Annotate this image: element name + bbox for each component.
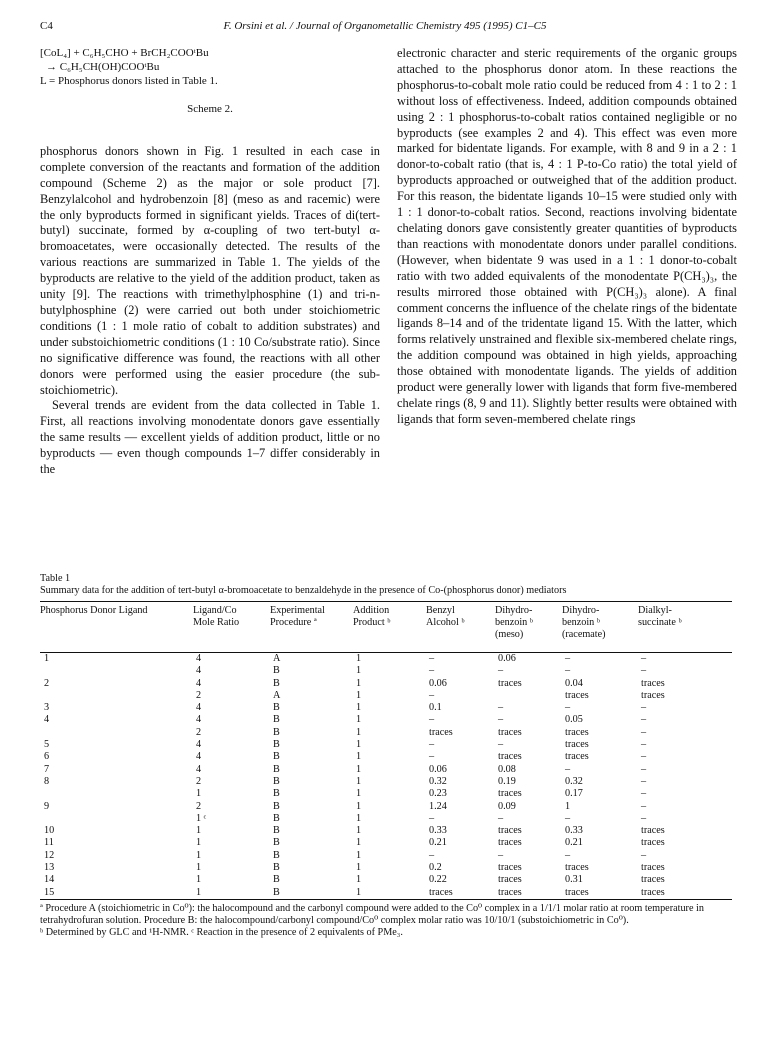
cell-addition-product: 1 (356, 677, 362, 689)
header-line: (meso) (495, 629, 524, 640)
cell-dihydrobenzoin-meso: – (498, 665, 504, 677)
cell-dihydrobenzoin-meso: traces (498, 837, 522, 849)
table-row (40, 764, 732, 776)
cell-dihydrobenzoin-meso: traces (498, 677, 522, 689)
cell-dihydrobenzoin-meso: traces (498, 825, 522, 837)
cell-dihydrobenzoin-racemate: traces (565, 751, 589, 763)
cell-addition-product: 1 (356, 812, 362, 824)
header-line: (racemate) (562, 629, 606, 640)
cell-dihydrobenzoin-racemate: 0.31 (565, 874, 583, 886)
cell-benzyl-alcohol: 0.21 (429, 837, 447, 849)
table-row (40, 887, 732, 899)
cell-dihydrobenzoin-racemate: 0.05 (565, 714, 583, 726)
cell-dihydrobenzoin-meso: 0.19 (498, 775, 516, 787)
table-row (40, 690, 732, 702)
cell-ligand: 5 (44, 739, 50, 751)
cell-dihydrobenzoin-racemate: – (565, 665, 571, 677)
cell-benzyl-alcohol: – (429, 812, 435, 824)
table-row (40, 813, 732, 825)
header-addition-product (353, 605, 390, 629)
cell-addition-product: 1 (356, 886, 362, 898)
cell-dihydrobenzoin-racemate: 0.17 (565, 788, 583, 800)
cell-mole-ratio: 4 (196, 665, 202, 677)
cell-dihydrobenzoin-meso: traces (498, 788, 522, 800)
cell-procedure: B (273, 702, 280, 714)
left-paragraph-1: phosphorus donors shown in Fig. 1 resulted in each case in complete conversion of the reactants and formation of the addition compound (Scheme 2) as the major or sole product [7]. Benzylalcohol and hydrobenzoin [8] (meso as and racemic) were the only byproducts formed in significant yields. Traces of di(tert-butyl) succinate, formed by α-coupling of two tert-butyl α-bromoacetates, were occasionally detected. The results of the various reactions are summarized in Table 1. The yields of the byproducts are relative to the yield of the addition product, taken as unity [9]. The reactions with trimethylphosphine (1) and tri-n-butylphosphine (2) were carried out both under stoichiometric conditions (1 : 1 mole ratio of cobalt to addition substrates) and under substoichiometric conditions (1 : 10 Co/substrate ratio). Since no significative difference was found, the reactions with all other donors were performed using the easier procedure (the sub-stoichiometric). (40, 143, 380, 397)
cell-dialkyl-succinate: – (641, 775, 647, 787)
header-dihydrobenzoin-racemate (562, 605, 606, 641)
cell-dihydrobenzoin-meso: – (498, 739, 504, 751)
scheme-line-1: [CoL₄] + C₆H₅CHO + BrCH₂COOᵗBu (40, 47, 209, 59)
cell-mole-ratio: 4 (196, 653, 202, 664)
header-dialkyl-succinate (638, 605, 682, 629)
table-row (40, 825, 732, 837)
cell-addition-product: 1 (356, 788, 362, 800)
cell-benzyl-alcohol: 0.1 (429, 702, 442, 714)
cell-mole-ratio: 1 (196, 788, 202, 800)
cell-dihydrobenzoin-meso: traces (498, 862, 522, 874)
cell-procedure: B (273, 739, 280, 751)
cell-ligand: 14 (44, 874, 55, 886)
cell-dihydrobenzoin-racemate: 0.04 (565, 677, 583, 689)
scheme-line-3: L = Phosphorus donors listed in Table 1. (40, 75, 218, 87)
cell-dialkyl-succinate: – (641, 800, 647, 812)
cell-procedure: B (273, 763, 280, 775)
table-row (40, 678, 732, 690)
header-dihydrobenzoin-meso (495, 605, 533, 641)
cell-dihydrobenzoin-racemate: – (565, 763, 571, 775)
table-header (40, 602, 732, 652)
running-title: F. Orsini et al. / Journal of Organometallic Chemistry 495 (1995) C1–C5 (223, 20, 547, 32)
header-line: Phosphorus Donor Ligand (40, 605, 148, 616)
header-line: Procedure ª (270, 617, 317, 628)
header-line: succinate ᵇ (638, 617, 682, 628)
cell-dialkyl-succinate: traces (641, 825, 665, 837)
table-row (40, 874, 732, 886)
scheme-caption: Scheme 2. (187, 103, 233, 115)
cell-addition-product: 1 (356, 653, 362, 664)
cell-mole-ratio: 4 (196, 714, 202, 726)
cell-ligand: 15 (44, 886, 55, 898)
cell-mole-ratio: 2 (196, 775, 202, 787)
cell-dihydrobenzoin-meso: traces (498, 886, 522, 898)
cell-dialkyl-succinate: – (641, 665, 647, 677)
cell-dihydrobenzoin-meso: – (498, 812, 504, 824)
cell-mole-ratio: 1 (196, 874, 202, 886)
cell-benzyl-alcohol: – (429, 689, 435, 701)
header-line: Mole Ratio (193, 617, 240, 628)
cell-ligand: 7 (44, 763, 50, 775)
cell-mole-ratio: 4 (196, 763, 202, 775)
page-number: C4 (40, 20, 53, 32)
cell-addition-product: 1 (356, 751, 362, 763)
table-footnotes (40, 903, 732, 940)
table-row (40, 702, 732, 714)
cell-benzyl-alcohol: – (429, 849, 435, 861)
cell-procedure: B (273, 862, 280, 874)
cell-ligand: 2 (44, 677, 50, 689)
cell-benzyl-alcohol: 0.32 (429, 775, 447, 787)
table-bottom-rule (40, 899, 732, 900)
cell-benzyl-alcohol: – (429, 653, 435, 664)
table-row (40, 862, 732, 874)
cell-dihydrobenzoin-meso: traces (498, 751, 522, 763)
cell-dihydrobenzoin-racemate: traces (565, 739, 589, 751)
cell-dialkyl-succinate: – (641, 702, 647, 714)
cell-addition-product: 1 (356, 665, 362, 677)
cell-addition-product: 1 (356, 800, 362, 812)
cell-ligand: 11 (44, 837, 54, 849)
cell-dialkyl-succinate: – (641, 726, 647, 738)
cell-dihydrobenzoin-racemate: 0.32 (565, 775, 583, 787)
header-mole-ratio (193, 605, 239, 629)
table-row (40, 727, 732, 739)
cell-mole-ratio: 1 (196, 837, 202, 849)
cell-ligand: 1 (44, 653, 50, 664)
header-line: Dihydro- (495, 605, 533, 616)
cell-dialkyl-succinate: – (641, 849, 647, 861)
table-row (40, 653, 732, 665)
cell-procedure: B (273, 788, 280, 800)
header-line: Addition (353, 605, 390, 616)
cell-addition-product: 1 (356, 849, 362, 861)
cell-ligand: 4 (44, 714, 50, 726)
cell-procedure: A (273, 689, 281, 701)
cell-procedure: B (273, 837, 280, 849)
cell-addition-product: 1 (356, 763, 362, 775)
cell-dialkyl-succinate: – (641, 751, 647, 763)
cell-dihydrobenzoin-racemate: 0.33 (565, 825, 583, 837)
header-line: Ligand/Co (193, 605, 237, 616)
cell-dihydrobenzoin-meso: – (498, 714, 504, 726)
cell-dihydrobenzoin-meso: 0.06 (498, 653, 516, 664)
cell-dialkyl-succinate: traces (641, 689, 665, 701)
cell-mole-ratio: 1 (196, 886, 202, 898)
cell-mole-ratio: 1 (196, 849, 202, 861)
cell-benzyl-alcohol: traces (429, 886, 453, 898)
cell-mole-ratio: 1 ᶜ (196, 812, 207, 824)
cell-dihydrobenzoin-meso: 0.08 (498, 763, 516, 775)
header-line: Dihydro- (562, 605, 600, 616)
cell-procedure: B (273, 849, 280, 861)
cell-dialkyl-succinate: traces (641, 677, 665, 689)
header-line: benzoin ᵇ (562, 617, 600, 628)
cell-dihydrobenzoin-racemate: – (565, 849, 571, 861)
cell-addition-product: 1 (356, 739, 362, 751)
cell-ligand: 10 (44, 825, 55, 837)
cell-dialkyl-succinate: – (641, 739, 647, 751)
right-column (397, 46, 737, 428)
table-label: Table 1 (40, 573, 71, 584)
table-row (40, 739, 732, 751)
cell-dialkyl-succinate: – (641, 653, 647, 664)
cell-dihydrobenzoin-racemate: – (565, 653, 571, 664)
header-line: Alcohol ᵇ (426, 617, 465, 628)
scheme-2 (40, 46, 380, 88)
cell-procedure: B (273, 751, 280, 763)
cell-addition-product: 1 (356, 702, 362, 714)
cell-dialkyl-succinate: traces (641, 874, 665, 886)
cell-dihydrobenzoin-racemate: – (565, 812, 571, 824)
cell-addition-product: 1 (356, 874, 362, 886)
cell-procedure: A (273, 653, 281, 664)
header-benzyl-alcohol (426, 605, 465, 629)
cell-mole-ratio: 4 (196, 751, 202, 763)
cell-dialkyl-succinate: traces (641, 862, 665, 874)
cell-benzyl-alcohol: – (429, 751, 435, 763)
cell-addition-product: 1 (356, 726, 362, 738)
cell-dialkyl-succinate: traces (641, 886, 665, 898)
cell-addition-product: 1 (356, 825, 362, 837)
header-line: benzoin ᵇ (495, 617, 533, 628)
cell-dihydrobenzoin-meso: – (498, 849, 504, 861)
right-paragraph-1: electronic character and steric requirements of the organic groups attached to the phosphorus donor atom. In these reactions the phosphorus-to-cobalt mole ratio could be reduced from 4 : 1 to 2 : 1 without loss of effectiveness. Indeed, addition compounds obtained using 2 : 1 phosphorus-to-cobalt ratios contained negligible or no byproducts (see examples 2 and 4). This effect was even more marked for bidentate ligands. For example, with 8 and 9 in a 2 : 1 donor-to-cobalt ratio (that is, 4 : 1 P-to-Co ratio) the total yield of byproducts approached or outweighed that of the addition product. For this reason, the bidentate ligands 10–15 were studied only with 1 : 1 donor-to-cobalt ratios. Second, reactions involving bidentate chelating donors gave consistently greater quantities of byproducts than reactions with monodentate donors under parallel conditions. (However, when bidentate 9 was used in a 1 : 1 donor-to-cobalt ratio with two added equivalents of the monodentate P(CH₃)₃, the results mirrored those obtained with P(CH₃)₃ alone). A final comment concerns the influence of the chelate rings of the bidentate ligands 8–14 and of the tridentate ligand 15. With the latter, which forms relatively unstrained and flexible six-membered chelate rings, the addition compound was obtained in high yields, approaching those obtained with monodentate ligands. The yields of addition product were generally lower with ligands that form five-membered chelate rings (8, 9 and 11). Slightly better results were obtained with ligands that form seven-membered chelate rings (397, 46, 737, 426)
table-row (40, 751, 732, 763)
cell-dihydrobenzoin-racemate: 0.21 (565, 837, 583, 849)
cell-dihydrobenzoin-racemate: – (565, 702, 571, 714)
header-ligand (40, 605, 148, 617)
cell-dihydrobenzoin-racemate: traces (565, 689, 589, 701)
cell-benzyl-alcohol: 0.2 (429, 862, 442, 874)
table-caption: Summary data for the addition of tert-butyl α-bromoacetate to benzaldehyde in the presence of Co-(phosphorus donor) mediators (40, 585, 567, 596)
cell-dialkyl-succinate: – (641, 763, 647, 775)
page-header (40, 20, 730, 36)
cell-dialkyl-succinate: traces (641, 837, 665, 849)
cell-mole-ratio: 2 (196, 726, 202, 738)
cell-mole-ratio: 4 (196, 677, 202, 689)
cell-ligand: 13 (44, 862, 55, 874)
cell-dialkyl-succinate: – (641, 714, 647, 726)
cell-benzyl-alcohol: – (429, 714, 435, 726)
header-line: Dialkyl- (638, 605, 672, 616)
cell-ligand: 12 (44, 849, 55, 861)
cell-addition-product: 1 (356, 689, 362, 701)
cell-dihydrobenzoin-meso: 0.09 (498, 800, 516, 812)
scheme-line-2: → C₆H₅CH(OH)COOᵗBu (46, 61, 160, 73)
table-row (40, 801, 732, 813)
left-column (40, 46, 380, 478)
cell-dihydrobenzoin-racemate: traces (565, 886, 589, 898)
footnote-a: ª Procedure A (stoichiometric in Co⁰): the halocompound and the carbonyl compound were added to the Co⁰ complex in a 1/1/1 molar ratio at room temperature in tetrahydrofuran solution. Procedure B: the halocompound/carbonyl compound/Co⁰ complex molar ratio was 10/10/1 (substoichiometric in Co⁰). (40, 902, 704, 927)
cell-dihydrobenzoin-meso: – (498, 702, 504, 714)
header-line: Product ᵇ (353, 617, 391, 628)
cell-dihydrobenzoin-racemate: traces (565, 726, 589, 738)
cell-addition-product: 1 (356, 862, 362, 874)
cell-addition-product: 1 (356, 837, 362, 849)
cell-procedure: B (273, 714, 280, 726)
cell-benzyl-alcohol: – (429, 665, 435, 677)
table-row (40, 837, 732, 849)
header-procedure (270, 605, 325, 629)
cell-benzyl-alcohol: 1.24 (429, 800, 447, 812)
cell-benzyl-alcohol: 0.06 (429, 677, 447, 689)
cell-benzyl-alcohol: – (429, 739, 435, 751)
cell-dihydrobenzoin-meso: traces (498, 726, 522, 738)
cell-ligand: 8 (44, 775, 50, 787)
cell-mole-ratio: 4 (196, 702, 202, 714)
cell-ligand: 3 (44, 702, 50, 714)
header-line: Benzyl (426, 605, 455, 616)
cell-procedure: B (273, 886, 280, 898)
cell-mole-ratio: 2 (196, 800, 202, 812)
footnote-b: ᵇ Determined by GLC and ¹H-NMR. ᶜ Reaction in the presence of 2 equivalents of PMe₃. (40, 927, 403, 939)
cell-procedure: B (273, 812, 280, 824)
cell-mole-ratio: 4 (196, 739, 202, 751)
table-row (40, 714, 732, 726)
cell-dialkyl-succinate: – (641, 812, 647, 824)
cell-procedure: B (273, 726, 280, 738)
cell-dihydrobenzoin-racemate: 1 (565, 800, 571, 812)
table-row (40, 776, 732, 788)
cell-procedure: B (273, 665, 280, 677)
cell-benzyl-alcohol: 0.23 (429, 788, 447, 800)
cell-benzyl-alcohol: 0.33 (429, 825, 447, 837)
cell-addition-product: 1 (356, 775, 362, 787)
cell-dialkyl-succinate: – (641, 788, 647, 800)
cell-procedure: B (273, 874, 280, 886)
table-row (40, 788, 732, 800)
header-line: Experimental (270, 605, 325, 616)
table-row (40, 665, 732, 677)
cell-procedure: B (273, 800, 280, 812)
cell-mole-ratio: 1 (196, 825, 202, 837)
cell-addition-product: 1 (356, 714, 362, 726)
cell-ligand: 9 (44, 800, 50, 812)
left-paragraph-2: Several trends are evident from the data collected in Table 1. First, all reactions involving monodentate donors gave essentially the same results — excellent yields of addition product, little or no byproducts — even though compounds 1–7 differ considerably in the (40, 398, 380, 477)
cell-dihydrobenzoin-racemate: traces (565, 862, 589, 874)
cell-mole-ratio: 1 (196, 862, 202, 874)
cell-ligand: 6 (44, 751, 50, 763)
cell-mole-ratio: 2 (196, 689, 202, 701)
table-row (40, 850, 732, 862)
cell-benzyl-alcohol: traces (429, 726, 453, 738)
cell-procedure: B (273, 677, 280, 689)
cell-procedure: B (273, 825, 280, 837)
cell-procedure: B (273, 775, 280, 787)
cell-dihydrobenzoin-meso: traces (498, 874, 522, 886)
cell-benzyl-alcohol: 0.06 (429, 763, 447, 775)
cell-benzyl-alcohol: 0.22 (429, 874, 447, 886)
table-body (40, 653, 732, 899)
table-1 (40, 573, 732, 940)
